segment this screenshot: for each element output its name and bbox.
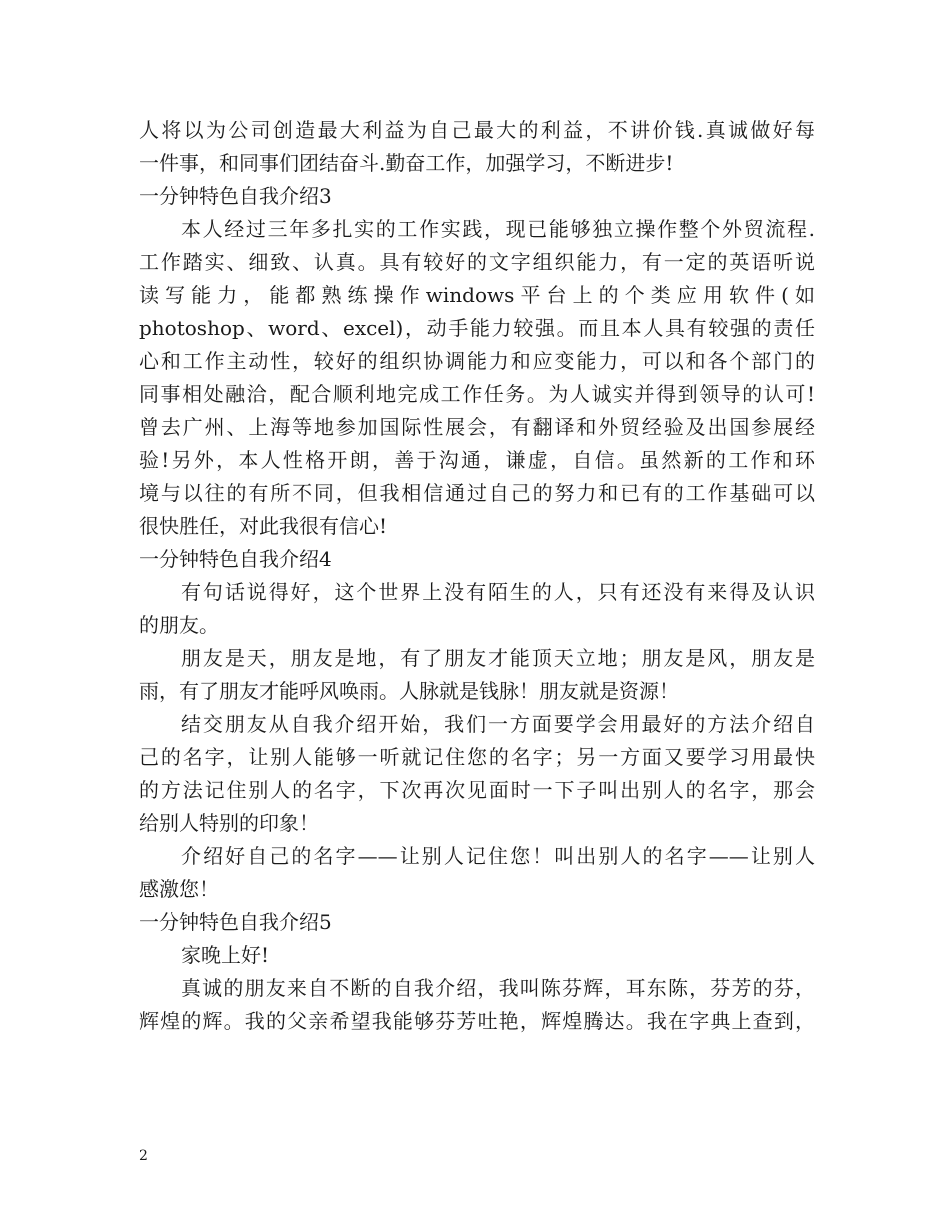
text-line: 辉煌的辉。我的父亲希望我能够芬芳吐艳，辉煌腾达。我在字典上查到， [139, 1009, 815, 1033]
text-line: 境与以往的有所不同，但我相信通过自己的努力和已有的工作基础可以 [139, 481, 815, 505]
text-line: 一分钟特色自我介绍5 [139, 910, 332, 934]
text-line: 己的名字，让别人能够一听就记住您的名字；另一方面又要学习用最快 [139, 745, 815, 769]
text-line: 很快胜任，对此我很有信心! [139, 514, 388, 538]
text-line: 的方法记住别人的名字，下次再次见面时一下子叫出别人的名字，那会 [139, 778, 815, 802]
text-line: 结交朋友从自我介绍开始，我们一方面要学会用最好的方法介绍自 [181, 712, 815, 736]
text-line: 真诚的朋友来自不断的自我介绍，我叫陈芬辉，耳东陈，芬芳的芬， [181, 976, 815, 1000]
page-number: 2 [139, 1148, 148, 1164]
text-line: 雨，有了朋友才能呼风唤雨。人脉就是钱脉！朋友就是资源！ [139, 679, 679, 703]
text-line: 心和工作主动性，较好的组织协调能力和应变能力，可以和各个部门的 [139, 349, 815, 373]
text-line: 验!另外，本人性格开朗，善于沟通，谦虚，自信。虽然新的工作和环 [139, 448, 815, 472]
text-line: 家晚上好! [181, 943, 270, 967]
text-line: 同事相处融洽，配合顺利地完成工作任务。为人诚实并得到领导的认可! [139, 382, 815, 406]
text-line: 介绍好自己的名字——让别人记住您！叫出别人的名字——让别人 [181, 844, 815, 868]
document-body [139, 114, 815, 1038]
text-line: 有句话说得好，这个世界上没有陌生的人，只有还没有来得及认识 [181, 580, 815, 604]
text-line: 曾去广州、上海等地参加国际性展会，有翻译和外贸经验及出国参展经 [139, 415, 815, 439]
text-line: 人将以为公司创造最大利益为自己最大的利益，不讲价钱.真诚做好每 [139, 118, 815, 142]
text-line: 读写能力，能都熟练操作windows平台上的个类应用软件(如 [139, 283, 815, 307]
text-line: 本人经过三年多扎实的工作实践，现已能够独立操作整个外贸流程. [181, 217, 815, 241]
text-line: 工作踏实、细致、认真。具有较好的文字组织能力，有一定的英语听说 [139, 250, 815, 274]
text-line: 的朋友。 [139, 613, 219, 637]
text-line: 一分钟特色自我介绍3 [139, 184, 332, 208]
text-line: 朋友是天，朋友是地，有了朋友才能顶天立地；朋友是风，朋友是 [181, 646, 815, 670]
text-line: 一件事，和同事们团结奋斗.勤奋工作，加强学习，不断进步! [139, 151, 674, 175]
text-line: 一分钟特色自我介绍4 [139, 547, 332, 571]
text-line: photoshop、word、excel)，动手能力较强。而且本人具有较强的责任 [139, 316, 815, 340]
text-line: 感激您！ [139, 877, 219, 901]
text-line: 给别人特别的印象！ [139, 811, 319, 835]
